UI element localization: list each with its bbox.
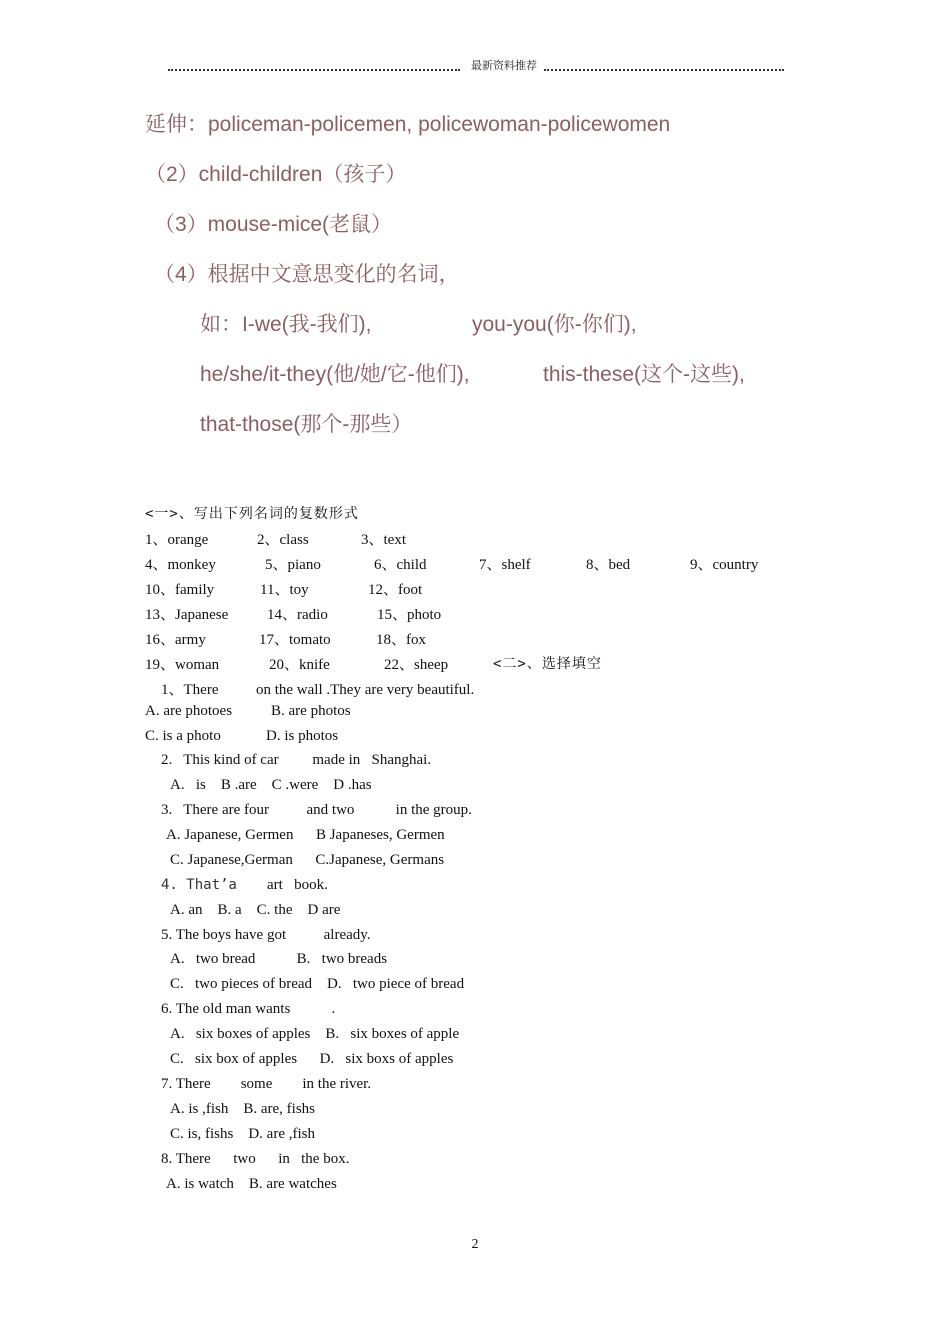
question-2: 2. This kind of car made in Shanghai. <box>161 752 432 768</box>
option-1d: D. is photos <box>266 728 339 744</box>
question-5: 5. The boys have got already. <box>161 927 371 943</box>
question-6: 6. The old man wants . <box>161 1001 336 1017</box>
header-dots-right <box>544 57 784 71</box>
page-number: 2 <box>471 1237 479 1252</box>
options-3cd: C. Japanese,German C.Japanese, Germans <box>170 852 445 868</box>
noun-item: 10、family <box>145 582 215 598</box>
options-7ab: A. is ,fish B. are, fishs <box>170 1101 315 1117</box>
rule-2-line: （2）child-children（孩子） <box>145 163 407 186</box>
option-1c: C. is a photo <box>145 728 221 744</box>
options-5cd: C. two pieces of bread D. two piece of bread <box>170 976 465 992</box>
example-you-you: you-you(你-你们), <box>472 313 637 336</box>
noun-item: 19、woman <box>145 657 220 673</box>
noun-item: 4、monkey <box>145 557 216 573</box>
question-8: 8. There two in the box. <box>161 1151 350 1167</box>
options-7cd: C. is, fishs D. are ,fish <box>170 1126 315 1142</box>
noun-item: 15、photo <box>377 607 442 623</box>
question-4-end: art book. <box>267 877 328 893</box>
question-1: 1、There on the wall .They are very beautiful. <box>161 682 475 698</box>
noun-item: 1、orange <box>145 532 209 548</box>
noun-item: 5、piano <box>265 557 321 573</box>
page-header <box>168 57 784 73</box>
example-he-she-it: he/she/it-they(他/她/它-他们), <box>200 363 470 386</box>
options-8ab: A. is watch B. are watches <box>166 1176 337 1192</box>
option-1a: A. are photoes <box>145 703 233 719</box>
example-this-these: this-these(这个-这些), <box>543 363 745 386</box>
noun-item: 6、child <box>374 557 427 573</box>
noun-item: 17、tomato <box>259 632 331 648</box>
example-that-those: that-those(那个-那些） <box>200 413 413 436</box>
noun-item: 7、shelf <box>479 557 531 573</box>
noun-item: 2、class <box>257 532 309 548</box>
rule-3-line: （3）mouse-mice(老鼠） <box>154 213 393 236</box>
exercise2-title: <二>、选择填空 <box>493 656 602 672</box>
noun-item: 11、toy <box>260 582 309 598</box>
options-5ab: A. two bread B. two breads <box>170 951 388 967</box>
noun-item: 22、sheep <box>384 657 449 673</box>
noun-item: 8、bed <box>586 557 631 573</box>
options-6ab: A. six boxes of apples B. six boxes of apple <box>170 1026 460 1042</box>
question-7: 7. There some in the river. <box>161 1076 372 1092</box>
rule-4-line: （4）根据中文意思变化的名词， <box>154 263 460 286</box>
example-i-we: 如：I-we(我-我们), <box>200 313 372 336</box>
question-4-start: 4. That’a <box>161 877 237 893</box>
noun-item: 20、knife <box>269 657 330 673</box>
noun-item: 9、country <box>690 557 759 573</box>
extension-line: 延伸：policeman-policemen, policewoman-policewomen <box>145 113 671 136</box>
question-3: 3. There are four and two in the group. <box>161 802 472 818</box>
option-1b: B. are photos <box>271 703 351 719</box>
header-dots-left <box>168 57 460 71</box>
noun-item: 14、radio <box>267 607 328 623</box>
noun-item: 16、army <box>145 632 206 648</box>
options-3ab: A. Japanese, Germen B Japaneses, Germen <box>166 827 445 843</box>
noun-item: 3、text <box>361 532 406 548</box>
exercise1-title: <一>、写出下列名词的复数形式 <box>145 506 359 522</box>
options-4: A. an B. a C. the D are <box>170 902 341 918</box>
noun-item: 12、foot <box>368 582 423 598</box>
noun-item: 18、fox <box>376 632 426 648</box>
header-text: 最新资料推荐 <box>471 59 537 72</box>
noun-item: 13、Japanese <box>145 607 229 623</box>
options-6cd: C. six box of apples D. six boxs of apples <box>170 1051 454 1067</box>
options-2: A. is B .are C .were D .has <box>170 777 372 793</box>
